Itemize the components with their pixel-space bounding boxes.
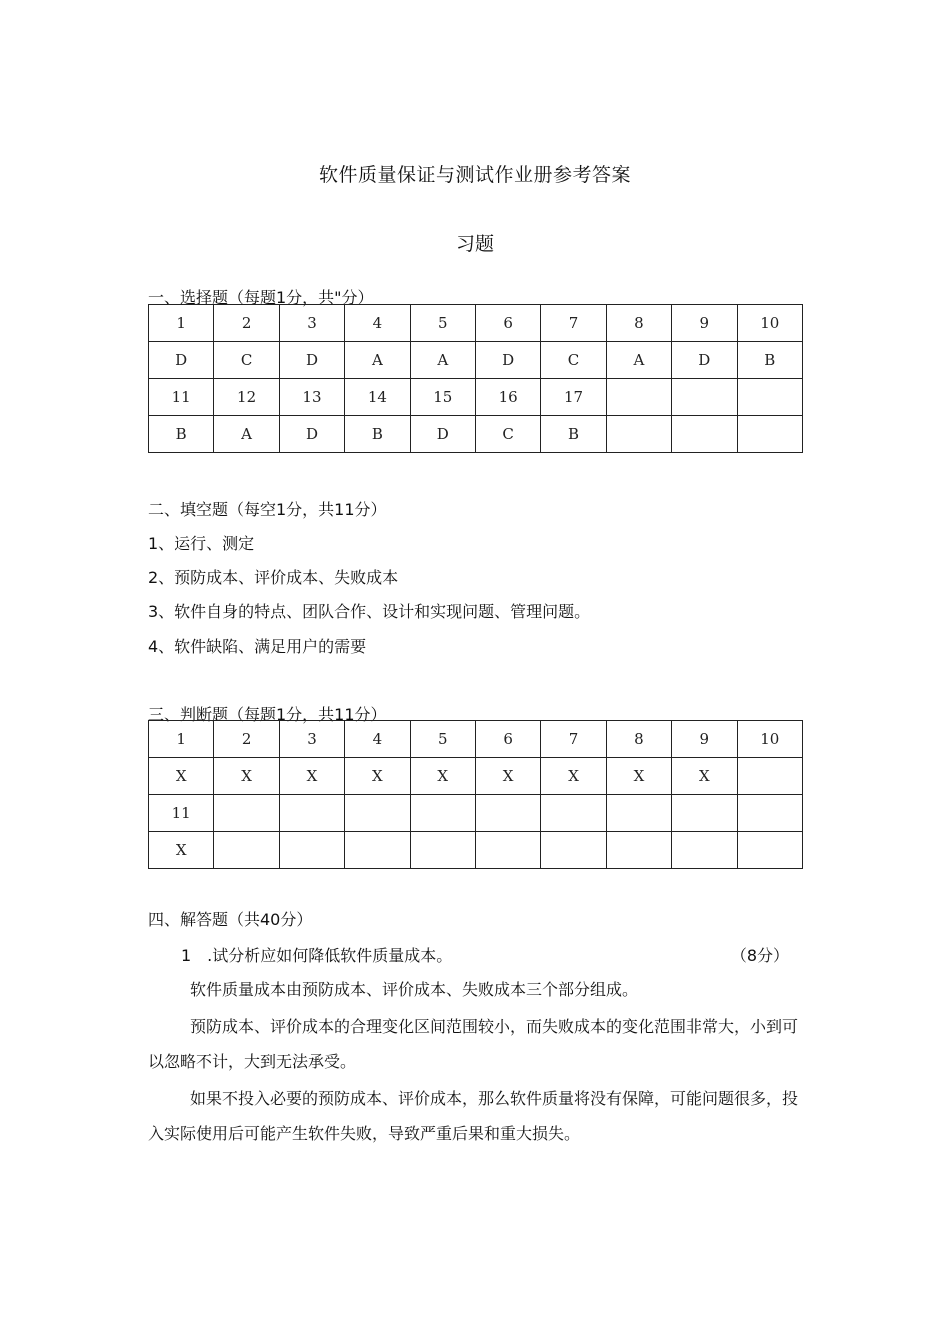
table-cell: D xyxy=(672,342,737,379)
table-cell xyxy=(672,416,737,453)
table-cell: B xyxy=(541,416,606,453)
table-row xyxy=(149,416,803,453)
multiple-choice-answer-table xyxy=(148,304,803,453)
table-cell xyxy=(410,795,475,832)
table-cell: D xyxy=(475,342,540,379)
table-cell xyxy=(541,795,606,832)
table-cell: D xyxy=(279,342,344,379)
fill-blank-answer: 2、预防成本、评价成本、失败成本 xyxy=(148,568,399,587)
table-row xyxy=(149,795,803,832)
table-cell: 16 xyxy=(475,379,540,416)
table-cell: 7 xyxy=(541,305,606,342)
answer-paragraph: 软件质量成本由预防成本、评价成本、失败成本三个部分组成。 xyxy=(190,980,639,999)
table-cell: 3 xyxy=(279,305,344,342)
document-subtitle: 习题 xyxy=(455,233,494,255)
table-cell: X xyxy=(149,832,214,869)
fill-blank-answer: 3、软件自身的特点、团队合作、设计和实现问题、管理问题。 xyxy=(148,602,591,621)
table-cell xyxy=(606,795,671,832)
table-cell xyxy=(345,795,410,832)
table-cell: 5 xyxy=(410,305,475,342)
table-cell xyxy=(279,795,344,832)
table-row xyxy=(149,832,803,869)
table-cell: 3 xyxy=(279,721,344,758)
table-cell: A xyxy=(410,342,475,379)
table-cell: C xyxy=(541,342,606,379)
table-cell: X xyxy=(475,758,540,795)
table-cell: 2 xyxy=(214,305,279,342)
table-cell: 1 xyxy=(149,305,214,342)
table-cell xyxy=(737,758,802,795)
table-cell: X xyxy=(279,758,344,795)
section4-heading: 四、解答题（共40分） xyxy=(148,910,313,929)
table-cell: 9 xyxy=(672,305,737,342)
table-cell: 8 xyxy=(606,721,671,758)
table-cell xyxy=(279,832,344,869)
table-cell xyxy=(475,795,540,832)
table-row xyxy=(149,342,803,379)
table-cell: 13 xyxy=(279,379,344,416)
table-cell: 5 xyxy=(410,721,475,758)
table-row xyxy=(149,379,803,416)
true-false-answer-table xyxy=(148,720,803,869)
table-cell: B xyxy=(149,416,214,453)
table-cell: 9 xyxy=(672,721,737,758)
table-cell: 1 xyxy=(149,721,214,758)
fill-blank-answer: 1、运行、测定 xyxy=(148,534,255,553)
question-1 xyxy=(181,943,801,966)
table-cell xyxy=(737,379,802,416)
table-cell: 12 xyxy=(214,379,279,416)
table-cell: A xyxy=(606,342,671,379)
table-cell: X xyxy=(672,758,737,795)
answer-paragraph: 如果不投入必要的预防成本、评价成本，那么软件质量将没有保障，可能问题很多，投入实际使用后可能产生软件失败，导致严重后果和重大损失。 xyxy=(148,1089,799,1143)
table-cell: 7 xyxy=(541,721,606,758)
question-1-text: 1 .试分析应如何降低软件质量成本。 xyxy=(181,946,453,965)
table-cell xyxy=(214,832,279,869)
table-cell xyxy=(606,832,671,869)
table-row xyxy=(149,305,803,342)
table-cell: B xyxy=(737,342,802,379)
table-cell: 11 xyxy=(149,795,214,832)
question-1-points: （8分） xyxy=(730,946,789,965)
table-cell: D xyxy=(279,416,344,453)
table-cell: D xyxy=(149,342,214,379)
table-cell: C xyxy=(475,416,540,453)
section3-heading: 三、判断题（每题1分，共11分） xyxy=(148,705,387,724)
answer-paragraph: 预防成本、评价成本的合理变化区间范围较小，而失败成本的变化范围非常大，小到可以忽略不计，大到无法承受。 xyxy=(148,1017,799,1071)
table-cell: X xyxy=(214,758,279,795)
table-cell: 10 xyxy=(737,721,802,758)
table-cell xyxy=(737,832,802,869)
table-cell: X xyxy=(410,758,475,795)
table-cell: A xyxy=(214,416,279,453)
table-cell xyxy=(345,832,410,869)
document-title: 软件质量保证与测试作业册参考答案 xyxy=(318,164,631,186)
table-cell: D xyxy=(410,416,475,453)
table-cell: 11 xyxy=(149,379,214,416)
table-cell xyxy=(672,379,737,416)
table-cell xyxy=(672,832,737,869)
section1-heading: 一、选择题（每题1分，共"分） xyxy=(148,288,374,307)
table-cell: C xyxy=(214,342,279,379)
table-cell: 6 xyxy=(475,721,540,758)
table-cell xyxy=(737,416,802,453)
table-cell: X xyxy=(345,758,410,795)
table-cell: A xyxy=(345,342,410,379)
table-cell: 8 xyxy=(606,305,671,342)
table-cell: 4 xyxy=(345,305,410,342)
table-cell: 17 xyxy=(541,379,606,416)
table-row xyxy=(149,758,803,795)
table-cell: 14 xyxy=(345,379,410,416)
table-cell: 10 xyxy=(737,305,802,342)
table-cell xyxy=(475,832,540,869)
fill-blank-answer: 4、软件缺陷、满足用户的需要 xyxy=(148,637,367,656)
table-cell: X xyxy=(541,758,606,795)
table-cell: 6 xyxy=(475,305,540,342)
table-cell xyxy=(737,795,802,832)
table-cell: B xyxy=(345,416,410,453)
table-cell: 2 xyxy=(214,721,279,758)
table-cell: X xyxy=(606,758,671,795)
table-row xyxy=(149,721,803,758)
table-cell xyxy=(606,416,671,453)
table-cell: X xyxy=(149,758,214,795)
table-cell xyxy=(606,379,671,416)
table-cell xyxy=(410,832,475,869)
section2-heading: 二、填空题（每空1分，共11分） xyxy=(148,500,387,519)
table-cell xyxy=(214,795,279,832)
table-cell: 4 xyxy=(345,721,410,758)
table-cell xyxy=(672,795,737,832)
table-cell xyxy=(541,832,606,869)
table-cell: 15 xyxy=(410,379,475,416)
